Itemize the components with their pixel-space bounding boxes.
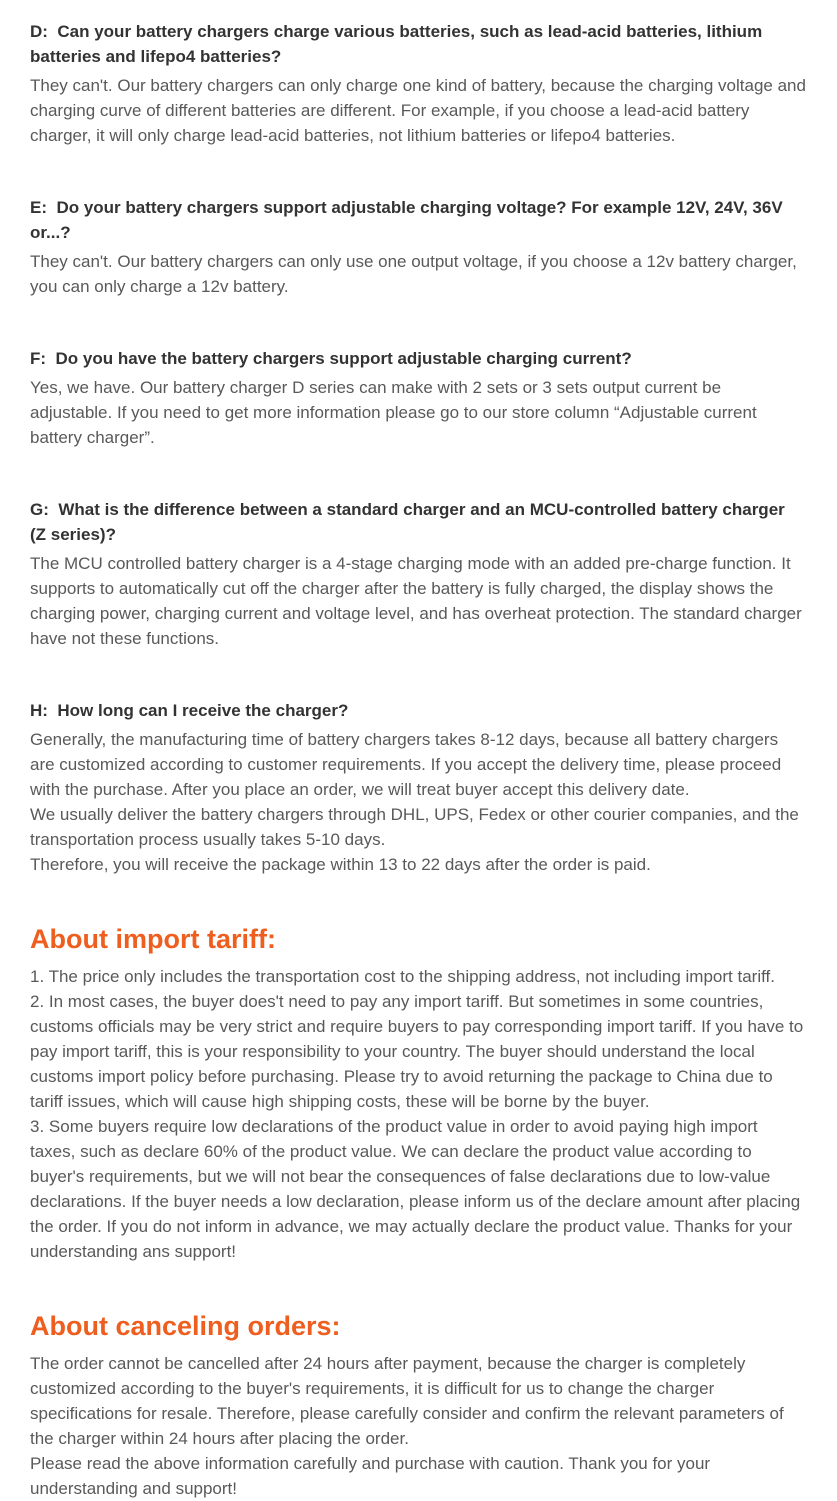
faq-question-d: D: Can your battery chargers charge various batteries, such as lead-acid batteries, lithium batteries and lifepo4 batteries?	[30, 22, 767, 66]
faq-item-f	[30, 346, 807, 450]
section-title-canceling-orders: About canceling orders:	[30, 1311, 341, 1341]
import-tariff-paragraph: 1. The price only includes the transportation cost to the shipping address, not including import tariff.	[30, 967, 775, 986]
faq-answer-h-paragraph: We usually deliver the battery chargers through DHL, UPS, Fedex or other courier companies, and the transportation process usually takes 5-10 days.	[30, 805, 799, 849]
section-title-import-tariff: About import tariff:	[30, 924, 276, 954]
import-tariff-paragraph: 3. Some buyers require low declarations of the product value in order to avoid paying high import taxes, such as declare 60% of the product value. We can declare the product value according to buyer's requirements, but we will not bear the consequences of false declarations due to low-value declarations. If the buyer needs a low declaration, please inform us of the declare amount after placing the order. If you do not inform in advance, we may actually declare the product value. Thanks for your understanding ans support!	[30, 1117, 801, 1261]
faq-question-g: G: What is the difference between a standard charger and an MCU-controlled battery charger (Z series)?	[30, 500, 790, 544]
faq-answer-e: They can't. Our battery chargers can only use one output voltage, if you choose a 12v battery charger, you can only charge a 12v battery.	[30, 252, 797, 296]
canceling-orders-paragraph: The order cannot be cancelled after 24 hours after payment, because the charger is completely customized according to the buyer's requirements, it is difficult for us to change the charger specifications for resale. Therefore, please carefully consider and confirm the relevant parameters of the charger within 24 hours after placing the order.	[30, 1354, 784, 1448]
faq-answer-h-paragraph: Therefore, you will receive the package within 13 to 22 days after the order is paid.	[30, 855, 651, 874]
faq-question-h: H: How long can I receive the charger?	[30, 701, 349, 720]
faq-item-e	[30, 195, 807, 299]
section-canceling-orders	[30, 1311, 807, 1501]
faq-answer-h-paragraph: Generally, the manufacturing time of battery chargers takes 8-12 days, because all battery chargers are customized according to customer requirements. If you accept the delivery time, please proceed with the purchase. After you place an order, we will treat buyer accept this delivery date.	[30, 730, 782, 799]
import-tariff-paragraph: 2. In most cases, the buyer does't need to pay any import tariff. But sometimes in some countries, customs officials may be very strict and require buyers to pay corresponding import tariff. If you have to pay import tariff, this is your responsibility to your country. The buyer should understand the local customs import policy before purchasing. Please try to avoid returning the package to China due to tariff issues, which will cause high shipping costs, these will be borne by the buyer.	[30, 992, 804, 1111]
faq-answer-d: They can't. Our battery chargers can only charge one kind of battery, because the charging voltage and charging curve of different batteries are different. For example, if you choose a lead-acid battery charger, it will only charge lead-acid batteries, not lithium batteries or lifepo4 batteries.	[30, 76, 806, 145]
faq-question-f: F: Do you have the battery chargers support adjustable charging current?	[30, 349, 632, 368]
faq-answer-f: Yes, we have. Our battery charger D series can make with 2 sets or 3 sets output current be adjustable. If you need to get more information please go to our store column “Adjustable current battery charger”.	[30, 378, 757, 447]
faq-question-e: E: Do your battery chargers support adjustable charging voltage? For example 12V, 24V, 36V or...?	[30, 198, 788, 242]
faq-item-g	[30, 497, 807, 651]
canceling-orders-paragraph: Please read the above information carefully and purchase with caution. Thank you for your understanding and support!	[30, 1454, 711, 1498]
faq-answer-g: The MCU controlled battery charger is a 4-stage charging mode with an added pre-charge function. It supports to automatically cut off the charger after the battery is fully charged, the display shows the charging power, charging current and voltage level, and has overheat protection. The standard charger have not these functions.	[30, 554, 802, 648]
faq-item-h	[30, 698, 807, 877]
section-import-tariff	[30, 924, 807, 1264]
faq-item-d	[30, 19, 807, 148]
